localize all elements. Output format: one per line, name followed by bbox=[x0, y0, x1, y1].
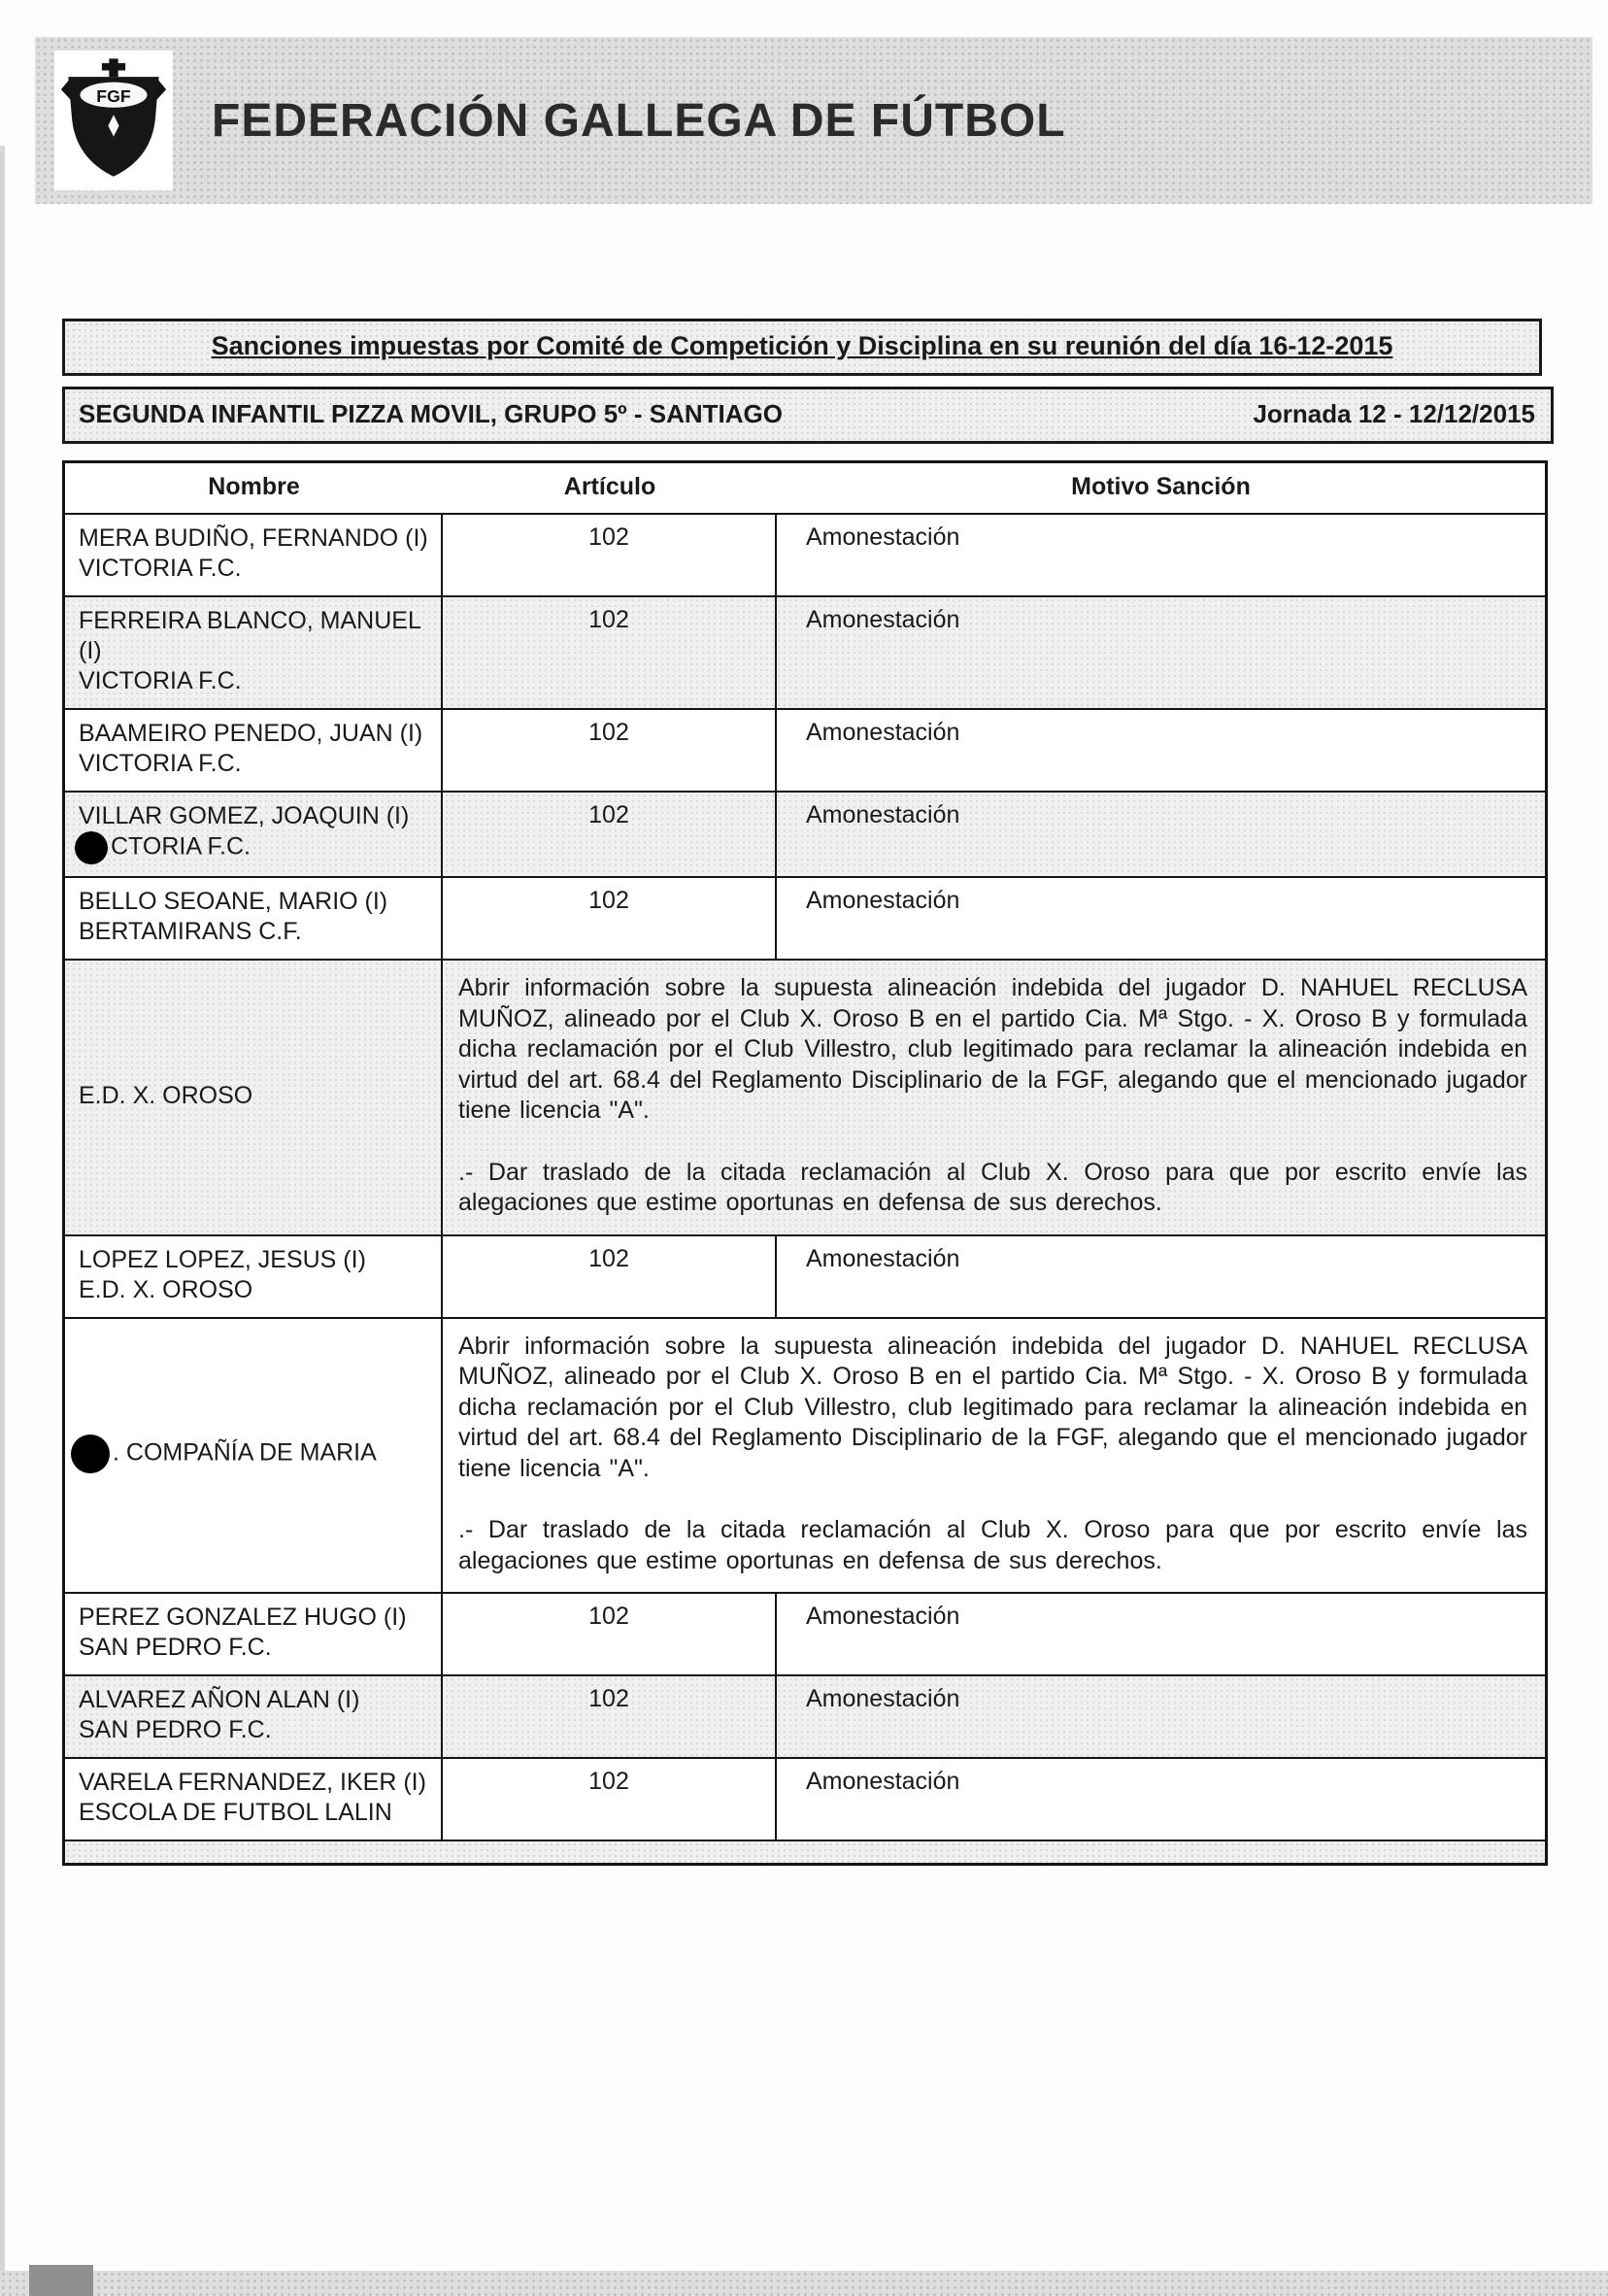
sanctions-title: Sanciones impuestas por Comité de Competición y Disciplina en su reunión del día 16-12-2015 bbox=[211, 331, 1393, 360]
player-name: VARELA FERNANDEZ, IKER (I) bbox=[79, 1769, 426, 1796]
table-row bbox=[65, 513, 1545, 595]
motivo-value: Amonestación bbox=[806, 523, 960, 551]
articulo-value: 102 bbox=[443, 1759, 777, 1840]
club-name: E.D. X. OROSO bbox=[79, 1081, 253, 1109]
table-header-row bbox=[65, 463, 1545, 513]
resolution-paragraph: .- Dar traslado de la citada reclamación al Club X. Oroso para que por escrito envíe las alegaciones que estime oportunas en defensa de sus derechos. bbox=[458, 1158, 1527, 1216]
motivo-value: Amonestación bbox=[806, 887, 960, 914]
column-header-nombre: Nombre bbox=[208, 473, 300, 500]
articulo-value: 102 bbox=[443, 793, 777, 876]
motivo-value: Amonestación bbox=[806, 1603, 960, 1630]
table-row bbox=[65, 876, 1545, 959]
table-row bbox=[65, 959, 1545, 1234]
redaction-dot bbox=[71, 1435, 110, 1473]
player-name: PEREZ GONZALEZ HUGO (I) bbox=[79, 1604, 407, 1631]
motivo-value: Amonestación bbox=[806, 606, 960, 633]
motivo-value: Amonestación bbox=[806, 1768, 960, 1795]
column-header-motivo: Motivo Sanción bbox=[1071, 473, 1251, 500]
table-row bbox=[65, 1757, 1545, 1840]
sanctions-title-bar bbox=[62, 319, 1542, 376]
club-name: . COMPAÑÍA DE MARIA bbox=[113, 1438, 377, 1467]
resolution-paragraph: Abrir información sobre la supuesta alineación indebida del jugador D. NAHUEL RECLUSA MUÑOZ, alineado por el Club X. Oroso B en el partido Cia. Mª Stgo. - X. Oroso B y formulada dicha reclamación por el Club Villestro, club legitimado para reclamar la alineación indebida en virtud del art. 68.4 del Reglamento Disciplinario de la FGF, alegando que el mencionado jugador tiene licencia "A". bbox=[458, 1332, 1527, 1482]
table-row bbox=[65, 1674, 1545, 1757]
player-name: BAAMEIRO PENEDO, JUAN (I) bbox=[79, 720, 423, 747]
player-club: SAN PEDRO F.C. bbox=[79, 1716, 272, 1743]
articulo-value: 102 bbox=[443, 1676, 777, 1757]
player-club: VICTORIA F.C. bbox=[79, 667, 242, 694]
scan-bottom-band bbox=[0, 2271, 1608, 2296]
articulo-value: 102 bbox=[443, 1594, 777, 1674]
crest-text: FGF bbox=[96, 85, 131, 106]
player-name: VILLAR GOMEZ, JOAQUIN (I) bbox=[79, 802, 410, 829]
resolution-paragraph: Abrir información sobre la supuesta alineación indebida del jugador D. NAHUEL RECLUSA MUÑOZ, alineado por el Club X. Oroso B en el partido Cia. Mª Stgo. - X. Oroso B y formulada dicha reclamación por el Club Villestro, club legitimado para reclamar la alineación indebida en virtud del art. 68.4 del Reglamento Disciplinario de la FGF, alegando que el mencionado jugador tiene licencia "A". bbox=[458, 974, 1527, 1124]
table-row bbox=[65, 1234, 1545, 1317]
player-name: FERREIRA BLANCO, MANUEL (I) bbox=[79, 607, 420, 664]
scan-corner-artifact bbox=[29, 2265, 93, 2296]
resolution-paragraph: .- Dar traslado de la citada reclamación al Club X. Oroso para que por escrito envíe las alegaciones que estime oportunas en defensa de sus derechos. bbox=[458, 1516, 1527, 1574]
player-club: VICTORIA F.C. bbox=[79, 555, 242, 582]
jornada-label: Jornada 12 - 12/12/2015 bbox=[1253, 399, 1535, 428]
fgf-logo bbox=[54, 51, 173, 190]
player-name: BELLO SEOANE, MARIO (I) bbox=[79, 888, 388, 915]
group-bar bbox=[62, 387, 1554, 444]
articulo-value: 102 bbox=[443, 710, 777, 791]
scan-edge-artifact bbox=[0, 146, 5, 2296]
motivo-value: Amonestación bbox=[806, 719, 960, 746]
player-name: LOPEZ LOPEZ, JESUS (I) bbox=[79, 1245, 366, 1273]
group-title: SEGUNDA INFANTIL PIZZA MOVIL, GRUPO 5º - SANTIAGO bbox=[79, 399, 784, 428]
motivo-value: Amonestación bbox=[806, 1685, 960, 1712]
player-club: VICTORIA F.C. bbox=[79, 750, 242, 777]
player-club: CTORIA F.C. bbox=[111, 832, 251, 861]
table-row bbox=[65, 595, 1545, 708]
articulo-value: 102 bbox=[443, 878, 777, 959]
fgf-crest-icon bbox=[59, 54, 168, 187]
redaction-dot bbox=[75, 831, 108, 864]
articulo-value: 102 bbox=[443, 515, 777, 595]
table-row bbox=[65, 1592, 1545, 1674]
table-row bbox=[65, 1317, 1545, 1593]
player-club: BERTAMIRANS C.F. bbox=[79, 918, 302, 945]
articulo-value: 102 bbox=[443, 1236, 777, 1317]
table-row bbox=[65, 791, 1545, 876]
player-club: E.D. X. OROSO bbox=[79, 1275, 253, 1303]
federation-title: FEDERACIÓN GALLEGA DE FÚTBOL bbox=[212, 94, 1066, 147]
player-club: SAN PEDRO F.C. bbox=[79, 1634, 272, 1661]
player-name: ALVAREZ AÑON ALAN (I) bbox=[79, 1686, 360, 1713]
player-club: ESCOLA DE FUTBOL LALIN bbox=[79, 1799, 392, 1826]
header-band bbox=[35, 37, 1592, 204]
table-row bbox=[65, 708, 1545, 791]
player-name: MERA BUDIÑO, FERNANDO (I) bbox=[79, 524, 428, 552]
column-header-articulo: Artículo bbox=[563, 473, 656, 500]
motivo-value: Amonestación bbox=[806, 801, 960, 828]
table-footer-strip bbox=[65, 1840, 1545, 1863]
motivo-value: Amonestación bbox=[806, 1244, 960, 1272]
articulo-value: 102 bbox=[443, 597, 777, 708]
sanctions-table bbox=[62, 460, 1548, 1866]
